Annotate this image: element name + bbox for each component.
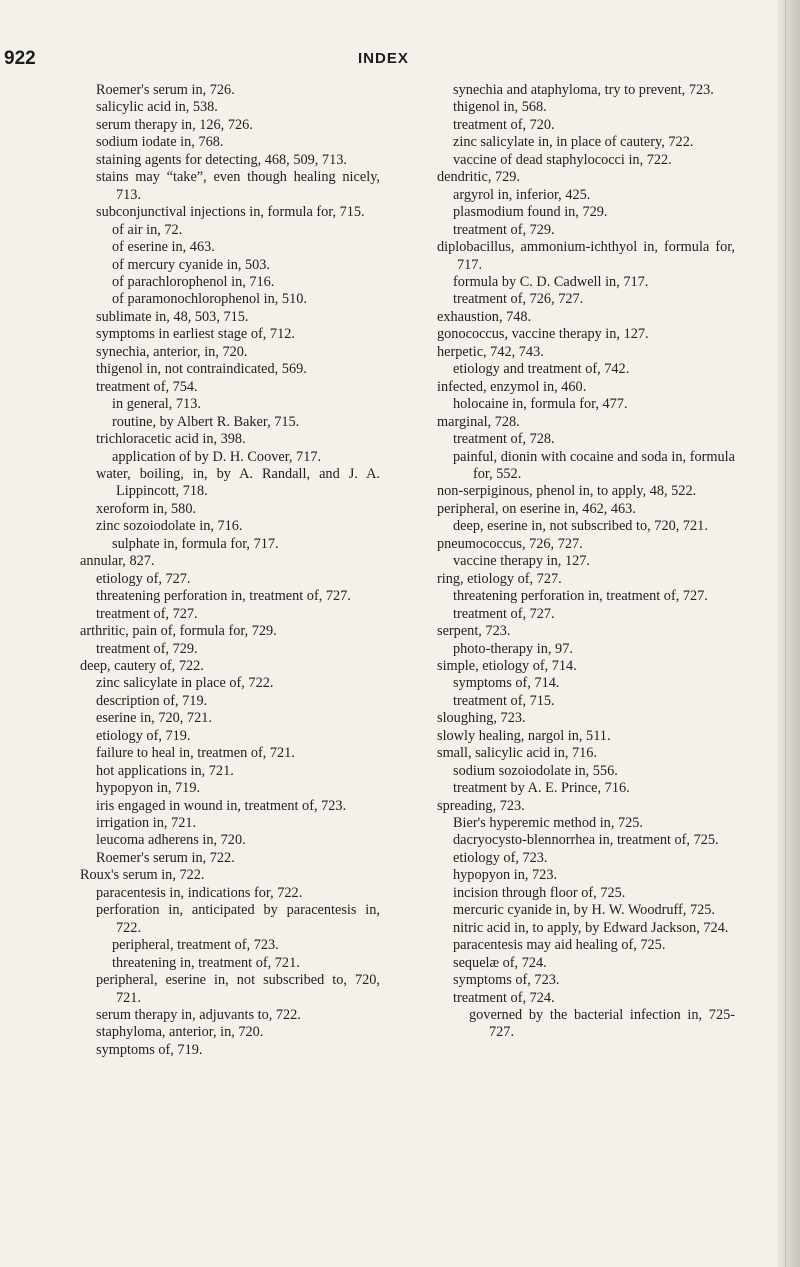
- index-entry: deep, cautery of, 722.: [80, 657, 204, 674]
- index-entry: treatment of, 726, 727.: [453, 291, 584, 308]
- index-entry: of eserine in, 463.: [112, 239, 215, 256]
- index-entry: hypopyon in, 723.: [453, 867, 558, 884]
- index-entry: sulphate in, formula for, 717.: [112, 535, 279, 552]
- index-entry: treatment of, 727.: [453, 605, 555, 622]
- index-entry: treatment of, 754.: [96, 378, 198, 395]
- page-number: 922: [4, 48, 36, 69]
- index-entry: vaccine of dead staphylococci in, 722.: [453, 151, 672, 168]
- index-entry: stains may “take”, even though healing nicely, 713.: [96, 169, 380, 203]
- index-entry: peripheral, treatment of, 723.: [112, 937, 279, 954]
- index-entry: threatening in, treatment of, 721.: [112, 954, 300, 971]
- index-entry: etiology of, 723.: [453, 849, 548, 866]
- index-entry: of paramonochlorophenol in, 510.: [112, 291, 307, 308]
- index-entry: peripheral, on eserine in, 462, 463.: [437, 500, 636, 517]
- index-entry: treatment of, 720.: [453, 116, 555, 133]
- index-entry: paracentesis in, indications for, 722.: [96, 884, 303, 901]
- index-entry: routine, by Albert R. Baker, 715.: [112, 413, 300, 430]
- index-entry: symptoms of, 723.: [453, 972, 560, 989]
- index-entry: holocaine in, formula for, 477.: [453, 396, 628, 413]
- index-entry: spreading, 723.: [437, 797, 525, 814]
- index-entry: description of, 719.: [96, 692, 208, 709]
- index-entry: serum therapy in, adjuvants to, 722.: [96, 1007, 301, 1024]
- index-entry: staphyloma, anterior, in, 720.: [96, 1024, 264, 1041]
- index-entry: deep, eserine in, not subscribed to, 720, 721.: [453, 518, 708, 535]
- index-entry: treatment of, 727.: [96, 605, 198, 622]
- index-entry: exhaustion, 748.: [437, 308, 532, 325]
- index-entry: treatment by A. E. Prince, 716.: [453, 780, 630, 797]
- index-entry: peripheral, eserine in, not subscribed to, 720, 721.: [96, 972, 380, 1006]
- index-entry: pneumococcus, 726, 727.: [437, 535, 583, 552]
- index-entry: treatment of, 715.: [453, 692, 555, 709]
- index-entry: simple, etiology of, 714.: [437, 657, 577, 674]
- index-column-right: [437, 82, 735, 1042]
- index-entry: hypopyon in, 719.: [96, 780, 201, 797]
- index-entry: sodium sozoiodolate in, 556.: [453, 762, 618, 779]
- index-entry: zinc salicylate in place of, 722.: [96, 675, 274, 692]
- index-entry: subconjunctival injections in, formula for, 715.: [96, 204, 365, 221]
- index-entry: zinc sozoiodolate in, 716.: [96, 518, 243, 535]
- index-entry: synechia and ataphyloma, try to prevent, 723.: [453, 82, 714, 98]
- index-entry: argyrol in, inferior, 425.: [453, 186, 591, 203]
- index-entry: painful, dionin with cocaine and soda in, formula for, 552.: [453, 448, 735, 482]
- index-entry: irrigation in, 721.: [96, 815, 197, 832]
- index-entry: dendritic, 729.: [437, 169, 520, 186]
- index-entry: treatment of, 729.: [96, 640, 198, 657]
- index-entry: serpent, 723.: [437, 623, 511, 640]
- index-entry: water, boiling, in, by A. Randall, and J. A. Lippincott, 718.: [96, 465, 380, 500]
- index-entry: herpetic, 742, 743.: [437, 343, 544, 360]
- index-entry: plasmodium found in, 729.: [453, 204, 608, 221]
- index-entry: treatment of, 724.: [453, 989, 555, 1006]
- index-entry: symptoms of, 719.: [96, 1041, 203, 1058]
- index-entry: perforation in, anticipated by paracentesis in, 722.: [96, 902, 380, 936]
- page-edge: [778, 0, 800, 1267]
- index-entry: of mercury cyanide in, 503.: [112, 256, 271, 273]
- index-entry: treatment of, 728.: [453, 431, 555, 448]
- index-entry: staining agents for detecting, 468, 509, 713.: [96, 151, 347, 168]
- index-entry: vaccine therapy in, 127.: [453, 553, 590, 570]
- index-entry: gonococcus, vaccine therapy in, 127.: [437, 326, 649, 343]
- index-entry: non-serpiginous, phenol in, to apply, 48, 522.: [437, 483, 697, 500]
- index-entry: etiology of, 727.: [96, 570, 191, 587]
- index-entry: sequelæ of, 724.: [453, 954, 547, 971]
- index-entry: arthritic, pain of, formula for, 729.: [80, 623, 277, 640]
- index-entry: Roux's serum in, 722.: [80, 867, 205, 884]
- index-entry: ring, etiology of, 727.: [437, 570, 562, 587]
- index-entry: synechia, anterior, in, 720.: [96, 343, 248, 360]
- page-edge-line: [785, 0, 786, 1267]
- index-entry: slowly healing, nargol in, 511.: [437, 727, 611, 744]
- index-entry: marginal, 728.: [437, 413, 520, 430]
- index-entry: zinc salicylate in, in place of cautery, 722.: [453, 134, 694, 151]
- index-entry: threatening perforation in, treatment of, 727.: [453, 588, 708, 605]
- index-entry: failure to heal in, treatmen of, 721.: [96, 745, 295, 762]
- index-entry: sloughing, 723.: [437, 710, 526, 727]
- index-entry: photo-therapy in, 97.: [453, 640, 573, 657]
- index-entry: Bier's hyperemic method in, 725.: [453, 815, 643, 832]
- index-entry: eserine in, 720, 721.: [96, 710, 212, 727]
- index-entry: etiology of, 719.: [96, 727, 191, 744]
- index-entry: xeroform in, 580.: [96, 500, 197, 517]
- index-entry: Roemer's serum in, 722.: [96, 849, 235, 866]
- index-entry: application of by D. H. Coover, 717.: [112, 448, 322, 465]
- index-entry: thigenol in, not contraindicated, 569.: [96, 361, 307, 378]
- index-entry: annular, 827.: [80, 553, 155, 570]
- index-entry: sublimate in, 48, 503, 715.: [96, 308, 249, 325]
- index-entry: etiology and treatment of, 742.: [453, 361, 630, 378]
- index-entry: infected, enzymol in, 460.: [437, 378, 587, 395]
- index-entry: governed by the bacterial infection in, 725-727.: [469, 1007, 735, 1041]
- index-entry: mercuric cyanide in, by H. W. Woodruff, 725.: [453, 902, 715, 919]
- index-entry: nitric acid in, to apply, by Edward Jackson, 724.: [453, 919, 729, 936]
- index-entry: treatment of, 729.: [453, 221, 555, 238]
- index-entry: iris engaged in wound in, treatment of, 723.: [96, 797, 347, 814]
- index-entry: thigenol in, 568.: [453, 99, 547, 116]
- index-entry: symptoms in earliest stage of, 712.: [96, 326, 295, 343]
- index-entry: of air in, 72.: [112, 221, 183, 238]
- index-entry: leucoma adherens in, 720.: [96, 832, 246, 849]
- index-entry: small, salicylic acid in, 716.: [437, 745, 598, 762]
- index-entry: of parachlorophenol in, 716.: [112, 273, 275, 290]
- running-title: INDEX: [358, 50, 409, 67]
- index-entry: trichloracetic acid in, 398.: [96, 431, 246, 448]
- index-entry: salicylic acid in, 538.: [96, 99, 218, 116]
- index-entry: formula by C. D. Cadwell in, 717.: [453, 273, 649, 290]
- index-entry: dacryocysto-blennorrhea in, treatment of, 725.: [453, 832, 719, 849]
- index-column-left: [80, 82, 380, 1059]
- index-entry: sodium iodate in, 768.: [96, 134, 224, 151]
- index-entry: symptoms of, 714.: [453, 675, 560, 692]
- index-entry: in general, 713.: [112, 396, 201, 413]
- index-entry: hot applications in, 721.: [96, 762, 234, 779]
- index-entry: serum therapy in, 126, 726.: [96, 116, 253, 133]
- index-entry: threatening perforation in, treatment of, 727.: [96, 588, 351, 605]
- index-entry: paracentesis may aid healing of, 725.: [453, 937, 666, 954]
- index-entry: diplobacillus, ammonium-ichthyol in, formula for, 717.: [437, 239, 735, 273]
- index-entry: incision through floor of, 725.: [453, 884, 626, 901]
- index-entry: Roemer's serum in, 726.: [96, 82, 235, 98]
- page-header: [0, 48, 800, 72]
